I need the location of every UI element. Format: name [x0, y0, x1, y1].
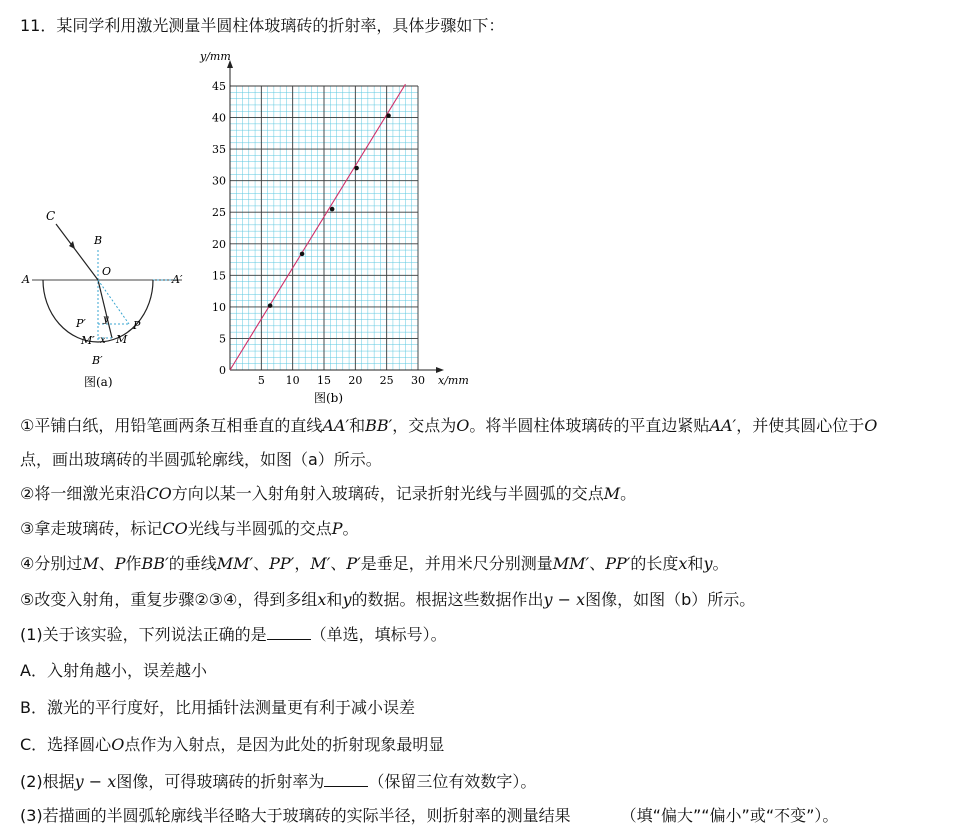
- label-a: A: [22, 273, 30, 286]
- answer-blank-1[interactable]: [267, 625, 311, 640]
- step-2: ②将一细激光束沿CO方向以某一入射角射入玻璃砖，记录折射光线与半圆弧的交点M。: [20, 484, 637, 503]
- label-m-prime: M′: [81, 334, 95, 347]
- figure-b-caption: 图(b): [314, 391, 344, 405]
- label-y: y: [103, 314, 109, 325]
- label-c: C: [46, 209, 56, 223]
- question-3: (3)若描画的半圆弧轮廓线半径略大于玻璃砖的实际半径，则折射率的测量结果 （填“偏大”“偏小”或“不变”）。: [20, 806, 839, 825]
- option-c: C．选择圆心O点作为入射点，是因为此处的折射现象最明显: [20, 735, 445, 754]
- answer-blank-3[interactable]: [571, 807, 621, 821]
- data-point: [386, 113, 391, 118]
- step-1-line-1: ①平铺白纸，用铅笔画两条互相垂直的直线AA′和BB′，交点为O。将半圆柱体玻璃砖的平直边紧贴AA′，并使其圆心位于O: [20, 416, 878, 435]
- y-axis-label: y/mm: [200, 50, 231, 63]
- figure-a: [18, 200, 198, 400]
- y-tick-label: 45: [212, 80, 226, 93]
- label-b-prime: B′: [92, 354, 103, 367]
- data-point: [354, 166, 359, 171]
- y-tick-label: 5: [219, 332, 226, 346]
- x-tick-label: 10: [285, 374, 300, 387]
- y-tick-label: 15: [212, 269, 226, 283]
- figure-b-chart: [195, 46, 485, 408]
- label-a-prime: A′: [172, 273, 183, 286]
- x-tick-label: 5: [257, 374, 265, 387]
- y-tick-label: 35: [212, 143, 226, 157]
- step-4: ④分别过M、P作BB′的垂线MM′、PP′，M′、P′是垂足，并用米尺分别测量MM′、PP′的长度x和y。: [20, 554, 729, 573]
- answer-blank-2[interactable]: [324, 772, 368, 787]
- origin-label: 0: [219, 364, 226, 377]
- question-2: (2)根据y − x图像，可得玻璃砖的折射率为 （保留三位有效数字）。: [20, 772, 537, 791]
- y-tick-label: 20: [212, 237, 226, 251]
- label-o: O: [102, 265, 112, 278]
- step-3: ③拿走玻璃砖，标记CO光线与半圆弧的交点P。: [20, 519, 359, 538]
- data-point: [330, 207, 335, 212]
- y-tick-label: 30: [212, 174, 226, 188]
- data-point: [268, 303, 273, 308]
- label-b: B: [94, 234, 103, 247]
- y-tick-label: 40: [212, 111, 226, 125]
- x-tick-label: 30: [411, 374, 425, 387]
- figure-a-caption: 图(a): [84, 375, 113, 389]
- label-x: x: [100, 335, 106, 346]
- data-point: [300, 252, 305, 257]
- y-tick-label: 10: [212, 300, 226, 314]
- option-b: B．激光的平行度好，比用插针法测量更有利于减小误差: [20, 698, 415, 717]
- x-axis-label: x/mm: [438, 374, 469, 387]
- option-a: A．入射角越小，误差越小: [20, 661, 207, 680]
- step-5: ⑤改变入射角，重复步骤②③④，得到多组x和y的数据。根据这些数据作出y − x图像，如图（b）所示。: [20, 590, 756, 609]
- label-p-prime: P′: [76, 317, 86, 330]
- question-1: (1)关于该实验，下列说法正确的是 （单选，填标号）。: [20, 625, 447, 644]
- y-tick-label: 25: [212, 206, 226, 220]
- x-tick-label: 25: [379, 374, 394, 387]
- x-tick-label: 20: [348, 374, 363, 387]
- label-m: M: [116, 333, 128, 346]
- x-tick-label: 15: [317, 374, 331, 387]
- step-1-line-2: 点，画出玻璃砖的半圆弧轮廓线，如图（a）所示。: [20, 450, 382, 469]
- label-p: P: [133, 319, 141, 332]
- question-title: 11．某同学利用激光测量半圆柱体玻璃砖的折射率，具体步骤如下：: [20, 16, 505, 35]
- x-axis-arrow: [436, 367, 444, 373]
